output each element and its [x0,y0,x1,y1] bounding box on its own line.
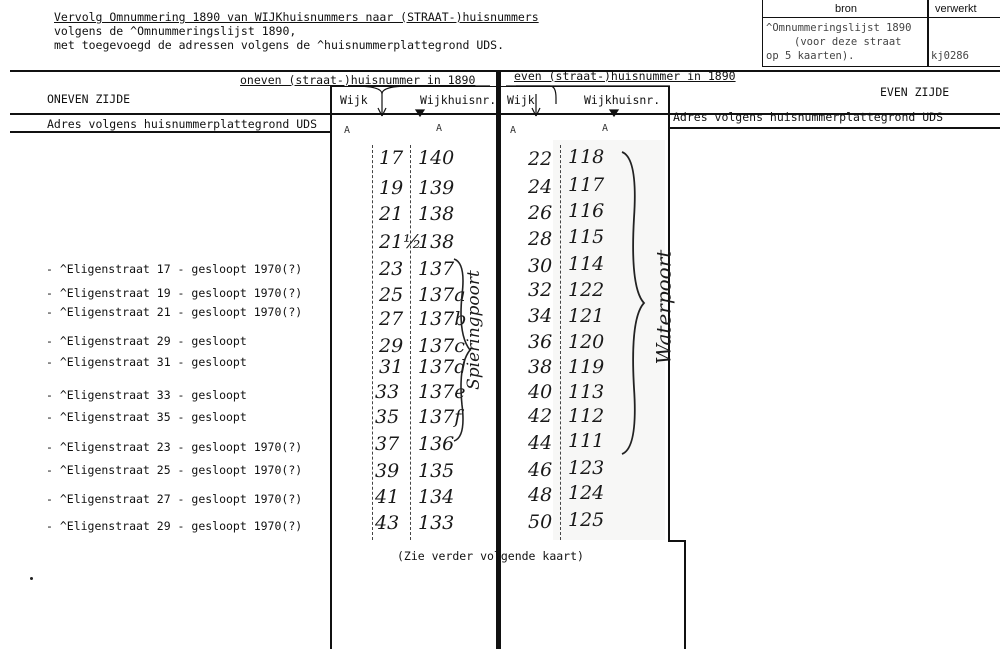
even-brace [616,148,650,458]
odd-col-separator [372,145,373,540]
address-entry: - ^Eligenstraat 25 - gesloopt 1970(?) [46,463,303,477]
even-wijk-number: 116 [568,200,605,222]
address-entry: - ^Eligenstraat 23 - gesloopt 1970(?) [46,440,303,454]
even-wijk-number: 117 [568,174,605,196]
even-straat-number: 30 [528,255,553,277]
scan-speck [30,577,33,580]
odd-straat-number: 33 [375,381,400,403]
verwerkt-value: kj0286 [931,50,969,62]
odd-straat-number: 35 [375,406,400,428]
odd-wijk-number: 136 [418,433,455,455]
even-wijk-number: 111 [568,430,605,452]
odd-straat-number: 43 [375,512,400,534]
even-wijk-number: 112 [568,405,605,427]
even-wijk-number: 121 [568,305,605,327]
even-straat-number: 48 [528,484,553,506]
footer-note: (Zie verder volgende kaart) [397,549,584,563]
address-entry: - ^Eligenstraat 17 - gesloopt 1970(?) [46,262,303,276]
odd-straat-number: 41 [375,486,400,508]
even-straat-number: 42 [528,405,553,427]
even-straat-number: 36 [528,331,553,353]
even-wijk-number: 120 [568,331,605,353]
even-straat-number: 28 [528,228,553,250]
odd-straat-number: 29 [379,335,404,357]
even-straat-number: 38 [528,356,553,378]
bron-line-2: (voor deze straat [794,36,902,48]
odd-wijk-number: 134 [418,486,455,508]
even-straat-number: 44 [528,432,553,454]
odd-wijk-number: 137d [418,356,467,378]
title-subline-1: volgens de ^Omnummeringslijst 1890, [54,24,297,38]
bron-line-3: op 5 kaarten). [766,50,855,62]
even-wijk-number: 125 [568,509,605,531]
even-wijk-number: 119 [568,356,605,378]
even-wijk-number: 124 [568,482,605,504]
odd-wijk-number: 138 [418,203,455,225]
odd-col-separator [410,145,411,540]
address-entry: - ^Eligenstraat 33 - gesloopt [46,388,247,402]
even-column-header: even (straat-)huisnummer in 1890 [514,69,736,83]
wijk-letter: A [602,123,609,134]
address-entry: - ^Eligenstraat 29 - gesloopt [46,334,247,348]
header-arrows [330,80,670,140]
address-entry: - ^Eligenstraat 29 - gesloopt 1970(?) [46,519,303,533]
even-straat-number: 46 [528,459,553,481]
odd-straat-number: 25 [379,284,404,306]
even-straat-number: 40 [528,381,553,403]
wijk-letter: A [510,125,517,136]
even-side-label: EVEN ZIJDE [880,85,950,99]
address-entry: - ^Eligenstraat 19 - gesloopt 1970(?) [46,286,303,300]
even-wijk-number: 113 [568,381,605,403]
odd-wijk-number: 137c [418,335,465,357]
wijk-letter: A [344,125,351,136]
odd-side-label: ONEVEN ZIJDE [47,92,131,106]
addr-right-rule [668,127,1000,129]
odd-straat-number: 37 [375,433,400,455]
odd-straat-number: 17 [379,147,404,169]
odd-column-left-border [330,86,332,534]
odd-straat-number: 39 [375,460,400,482]
title-subline-2: met toegevoegd de adressen volgens de ^huisnummerplattegrond UDS. [54,38,505,52]
even-wijk-number: 118 [568,146,605,168]
addr-left-rule [10,131,332,133]
odd-wijk-number: 133 [418,512,455,534]
odd-wijk-number: 137b [418,308,467,330]
odd-bracket-label: Spieringpoort [463,270,484,390]
even-wijk-number: 115 [568,226,605,248]
address-entry: - ^Eligenstraat 27 - gesloopt 1970(?) [46,492,303,506]
wijk-label-right: Wijk [507,93,535,107]
address-entry: - ^Eligenstraat 21 - gesloopt 1970(?) [46,305,303,319]
odd-straat-number: 27 [379,308,404,330]
wijk-letter: A [436,123,443,134]
odd-straat-number: 19 [379,177,404,199]
even-straat-number: 26 [528,202,553,224]
document-title: Vervolg Omnummering 1890 van WIJKhuisnummers naar (STRAAT-)huisnummers [54,10,539,24]
verwerkt-label: verwerkt [935,3,977,15]
odd-straat-number: 21 [379,203,404,225]
table-top-rule [10,70,1000,72]
bron-line-1: ^Omnummeringslijst 1890 [766,22,912,34]
odd-column-header: oneven (straat-)huisnummer in 1890 [240,73,476,87]
bron-label: bron [835,3,858,15]
odd-wijk-number: 139 [418,177,455,199]
even-col-separator [560,145,561,540]
wijkhuisnr-label-right: Wijkhuisnr. [584,93,661,107]
even-straat-number: 22 [528,148,553,170]
wijk-label-left: Wijk [340,93,368,107]
even-straat-number: 50 [528,511,553,533]
odd-straat-number: 31 [379,356,404,378]
even-bracket-label: Waterpoort [651,249,676,365]
even-straat-number: 34 [528,305,553,327]
odd-wijk-number: 135 [418,460,455,482]
even-wijk-number: 123 [568,457,605,479]
odd-wijk-number: 137f [418,406,462,428]
odd-straat-number: 23 [379,258,404,280]
odd-straat-number: 21½ [379,231,422,253]
odd-wijk-number: 137 [418,258,455,280]
odd-wijk-number: 137a [418,284,466,306]
even-wijk-number: 114 [568,253,605,275]
address-entry: - ^Eligenstraat 35 - gesloopt [46,410,247,424]
even-straat-number: 24 [528,176,553,198]
address-header-right: Adres volgens huisnummerplattegrond UDS [673,110,944,124]
address-header-left: Adres volgens huisnummerplattegrond UDS [47,117,318,131]
odd-wijk-number: 140 [418,147,455,169]
even-wijk-number: 122 [568,279,605,301]
odd-wijk-number: 138 [418,231,455,253]
address-entry: - ^Eligenstraat 31 - gesloopt [46,355,247,369]
odd-wijk-number: 137e [418,381,466,403]
even-straat-number: 32 [528,279,553,301]
wijkhuisnr-label-left: Wijkhuisnr. [420,93,497,107]
